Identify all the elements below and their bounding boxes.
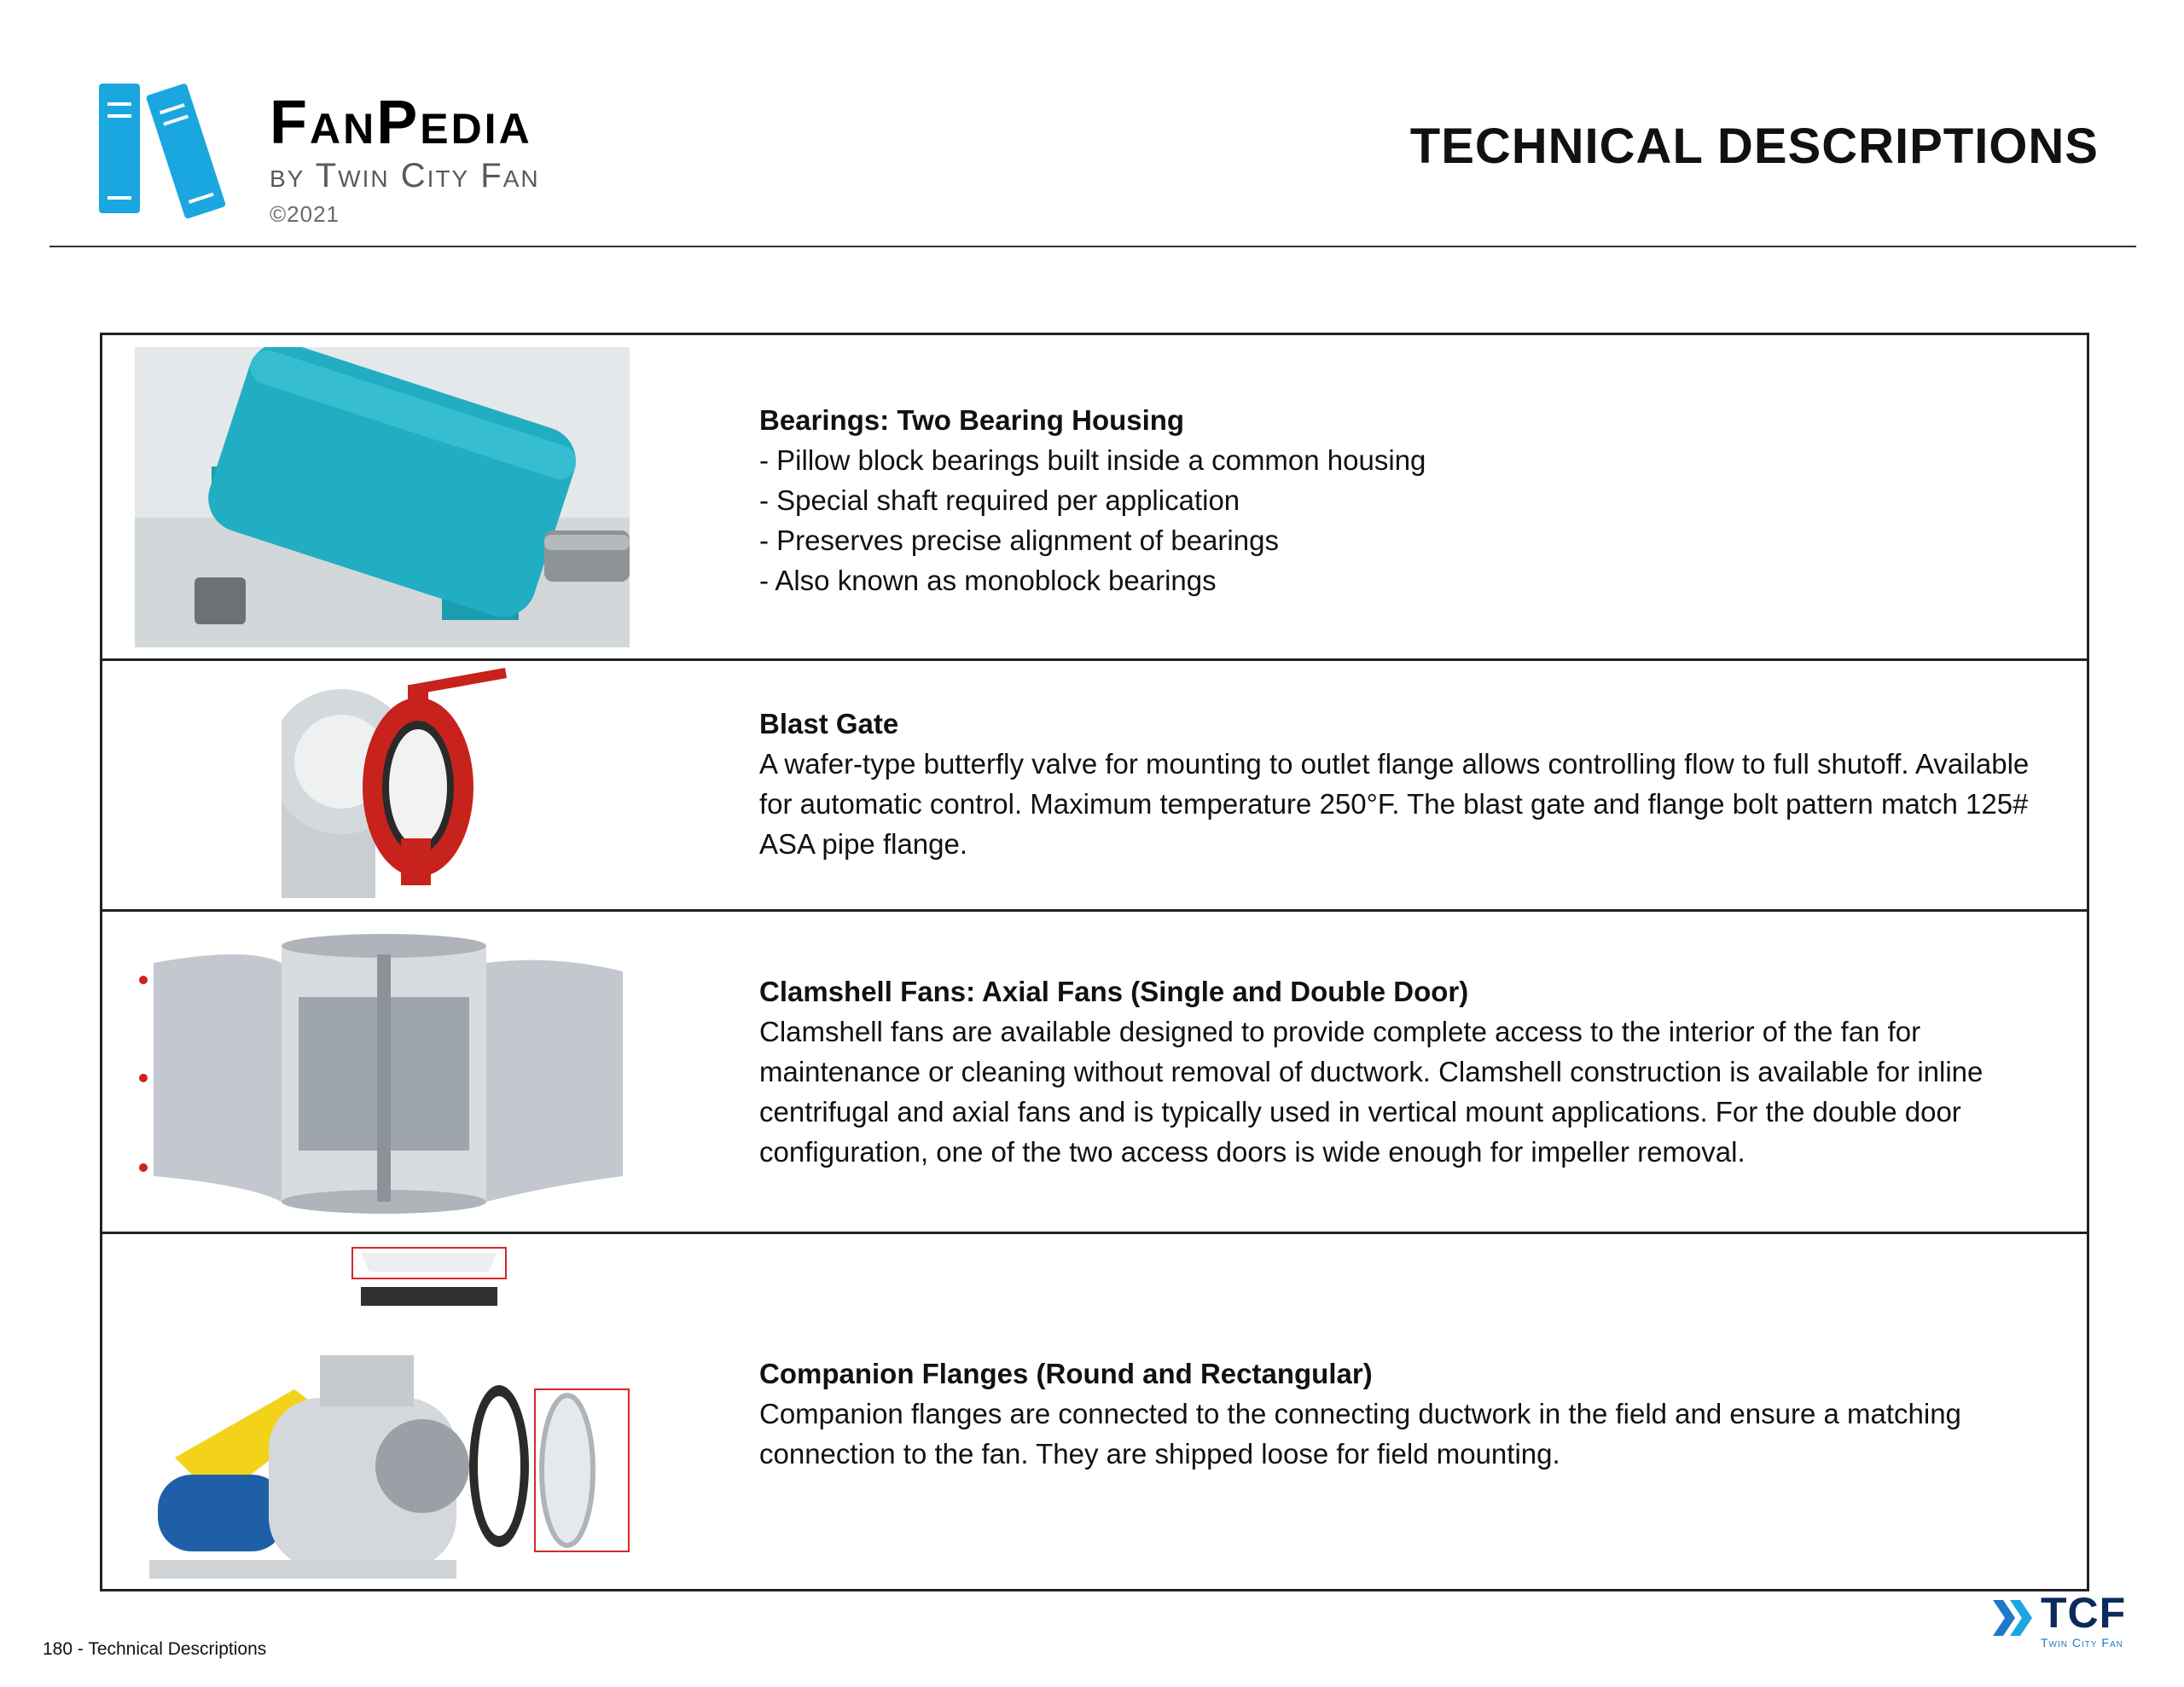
- tcf-logo: [1993, 1589, 2146, 1656]
- page-footer-label: 180 - Technical Descriptions: [43, 1639, 267, 1659]
- table-row: [102, 912, 2087, 1234]
- header-divider: [49, 246, 2136, 247]
- bearings-description: [759, 400, 2061, 600]
- item-title: Companion Flanges (Round and Rectangular): [759, 1358, 1373, 1389]
- logo-title: FanPedia: [270, 89, 532, 157]
- item-line: - Pillow block bearings built inside a common housing: [759, 444, 1426, 476]
- item-body: Clamshell fans are available designed to provide complete access to the interior of the fan for maintenance or cleaning without removal of ductwork. Clamshell construction is available for inline centrifugal and axial fans and is typically used in vertical mount applications. For the double door configuration, one of the two access doors is wide enough for impeller removal.: [759, 1016, 1984, 1168]
- tcf-brand-name: TCF: [2041, 1589, 2127, 1637]
- blast-gate-description: [759, 704, 2061, 864]
- chevron-logo-icon: [1993, 1597, 2037, 1639]
- logo-copyright: ©2021: [270, 201, 340, 227]
- item-body: Companion flanges are connected to the connecting ductwork in the field and ensure a matching connection to the fan. They are shipped loose for field mounting.: [759, 1398, 1961, 1470]
- logo-subtitle: by Twin City Fan: [270, 157, 540, 194]
- companion-flange-icon: [141, 1244, 636, 1586]
- clamshell-description: [759, 971, 2061, 1172]
- companion-flanges-description: [759, 1354, 2061, 1474]
- item-line: - Special shaft required per application: [759, 484, 1240, 516]
- bearing-housing-icon: [135, 347, 630, 647]
- description-table: [100, 333, 2089, 1591]
- item-title: Bearings: Two Bearing Housing: [759, 404, 1185, 436]
- clamshell-fan-icon: [128, 929, 640, 1219]
- item-line: - Preserves precise alignment of bearings: [759, 525, 1279, 556]
- item-body: A wafer-type butterfly valve for mounting to outlet flange allows controlling flow to full shutoff. Available for automatic control. Maximum temperature 250°F. The blast gate and flange bolt pattern match 125# ASA pipe flange.: [759, 748, 2030, 860]
- table-row: [102, 661, 2087, 912]
- books-logo-icon: [96, 77, 241, 222]
- item-title: Blast Gate: [759, 708, 899, 739]
- item-title: Clamshell Fans: Axial Fans (Single and Double Door): [759, 976, 1469, 1007]
- butterfly-valve-icon: [282, 668, 520, 898]
- fanpedia-logo: [96, 77, 693, 239]
- table-row: [102, 1234, 2087, 1589]
- page-title: TECHNICAL DESCRIPTIONS: [1409, 119, 2099, 174]
- tcf-brand-subtitle: Twin City Fan: [2041, 1636, 2123, 1649]
- item-line: - Also known as monoblock bearings: [759, 565, 1217, 596]
- table-row: [102, 335, 2087, 661]
